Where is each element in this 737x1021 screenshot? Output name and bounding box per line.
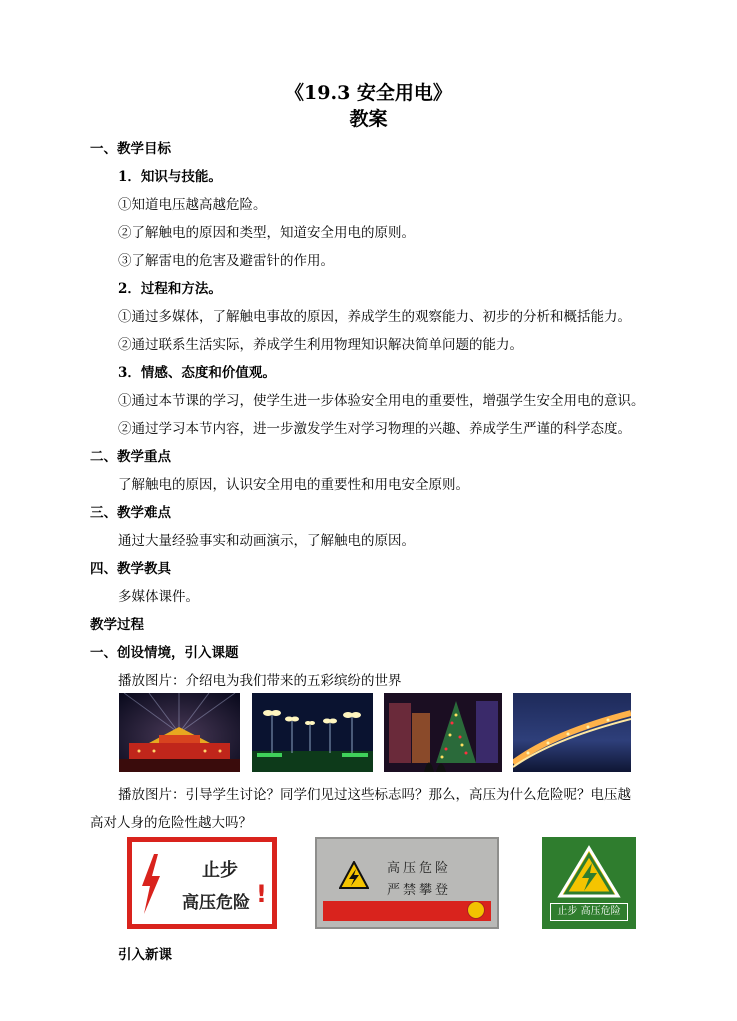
discussion-text: 播放图片：引导学生讨论？同学们见过这些标志吗？那么，高压为什么危险呢？电压越 bbox=[118, 787, 631, 803]
heading-intro-new-lesson: 引入新课 bbox=[118, 947, 172, 963]
difficulties-text: 通过大量经验事实和动画演示，了解触电的原因。 bbox=[118, 533, 415, 549]
section-heading-difficulties: 三、教学难点 bbox=[90, 505, 171, 521]
sign-no-climb-text: 严禁攀登 bbox=[387, 883, 452, 898]
objective-item: ③了解雷电的危害及避雷针的作用。 bbox=[118, 253, 334, 269]
subheading-attitude: 3．情感、态度和价值观。 bbox=[118, 365, 276, 381]
sign-danger-text: 高压危险 bbox=[387, 861, 452, 876]
section-heading-objectives: 一、教学目标 bbox=[90, 141, 171, 157]
document-title: 《19.3 安全用电》 bbox=[285, 82, 452, 104]
sign-danger-text: 高压危险 bbox=[182, 893, 250, 913]
photo-city-christmas-tree bbox=[384, 693, 502, 772]
section-heading-key-points: 二、教学重点 bbox=[90, 449, 171, 465]
sign-green-high-voltage bbox=[542, 837, 636, 929]
heading-teaching-process: 教学过程 bbox=[90, 617, 144, 633]
photo-bridge-night bbox=[513, 693, 631, 772]
company-logo-icon bbox=[467, 901, 485, 919]
sign-exclamation-mark: ! bbox=[256, 880, 267, 908]
warning-triangle-icon bbox=[557, 845, 621, 899]
photo-tiananmen-night bbox=[119, 693, 240, 772]
subheading-process: 2．过程和方法。 bbox=[118, 281, 222, 297]
warning-triangle-icon bbox=[339, 861, 369, 889]
objective-item: ①通过多媒体，了解触电事故的原因，养成学生的观察能力、初步的分析和概括能力。 bbox=[118, 309, 631, 325]
objective-item: ②通过联系生活实际，养成学生利用物理知识解决简单问题的能力。 bbox=[118, 337, 523, 353]
play-pictures-text: 播放图片：介绍电为我们带来的五彩缤纷的世界 bbox=[118, 673, 402, 689]
sign-stop-high-voltage bbox=[127, 837, 277, 929]
sign-stop-danger-text: 止步 高压危险 bbox=[550, 903, 628, 921]
subheading-knowledge: 1．知识与技能。 bbox=[118, 169, 222, 185]
sign-no-climbing bbox=[315, 837, 499, 929]
objective-item: ②通过学习本节内容，进一步激发学生对学习物理的兴趣、养成学生严谨的科学态度。 bbox=[118, 421, 631, 437]
section-heading-teaching-aids: 四、教学教具 bbox=[90, 561, 171, 577]
objective-item: ②了解触电的原因和类型，知道安全用电的原则。 bbox=[118, 225, 415, 241]
key-points-text: 了解触电的原因，认识安全用电的重要性和用电安全原则。 bbox=[118, 477, 469, 493]
sign-stop-text: 止步 bbox=[202, 860, 238, 881]
heading-create-scenario: 一、创设情境，引入课题 bbox=[90, 645, 239, 661]
sign-red-stripe bbox=[323, 901, 491, 921]
lightning-bolt-icon bbox=[140, 854, 162, 914]
document-subtitle: 教案 bbox=[349, 108, 388, 130]
discussion-text-continued: 高对人身的危险性越大吗？ bbox=[90, 815, 252, 831]
teaching-aids-text: 多媒体课件。 bbox=[118, 589, 199, 605]
photo-butterfly-street-lamps bbox=[252, 693, 373, 772]
objective-item: ①知道电压越高越危险。 bbox=[118, 197, 267, 213]
objective-item: ①通过本节课的学习，使学生进一步体验安全用电的重要性，增强学生安全用电的意识。 bbox=[118, 393, 645, 409]
